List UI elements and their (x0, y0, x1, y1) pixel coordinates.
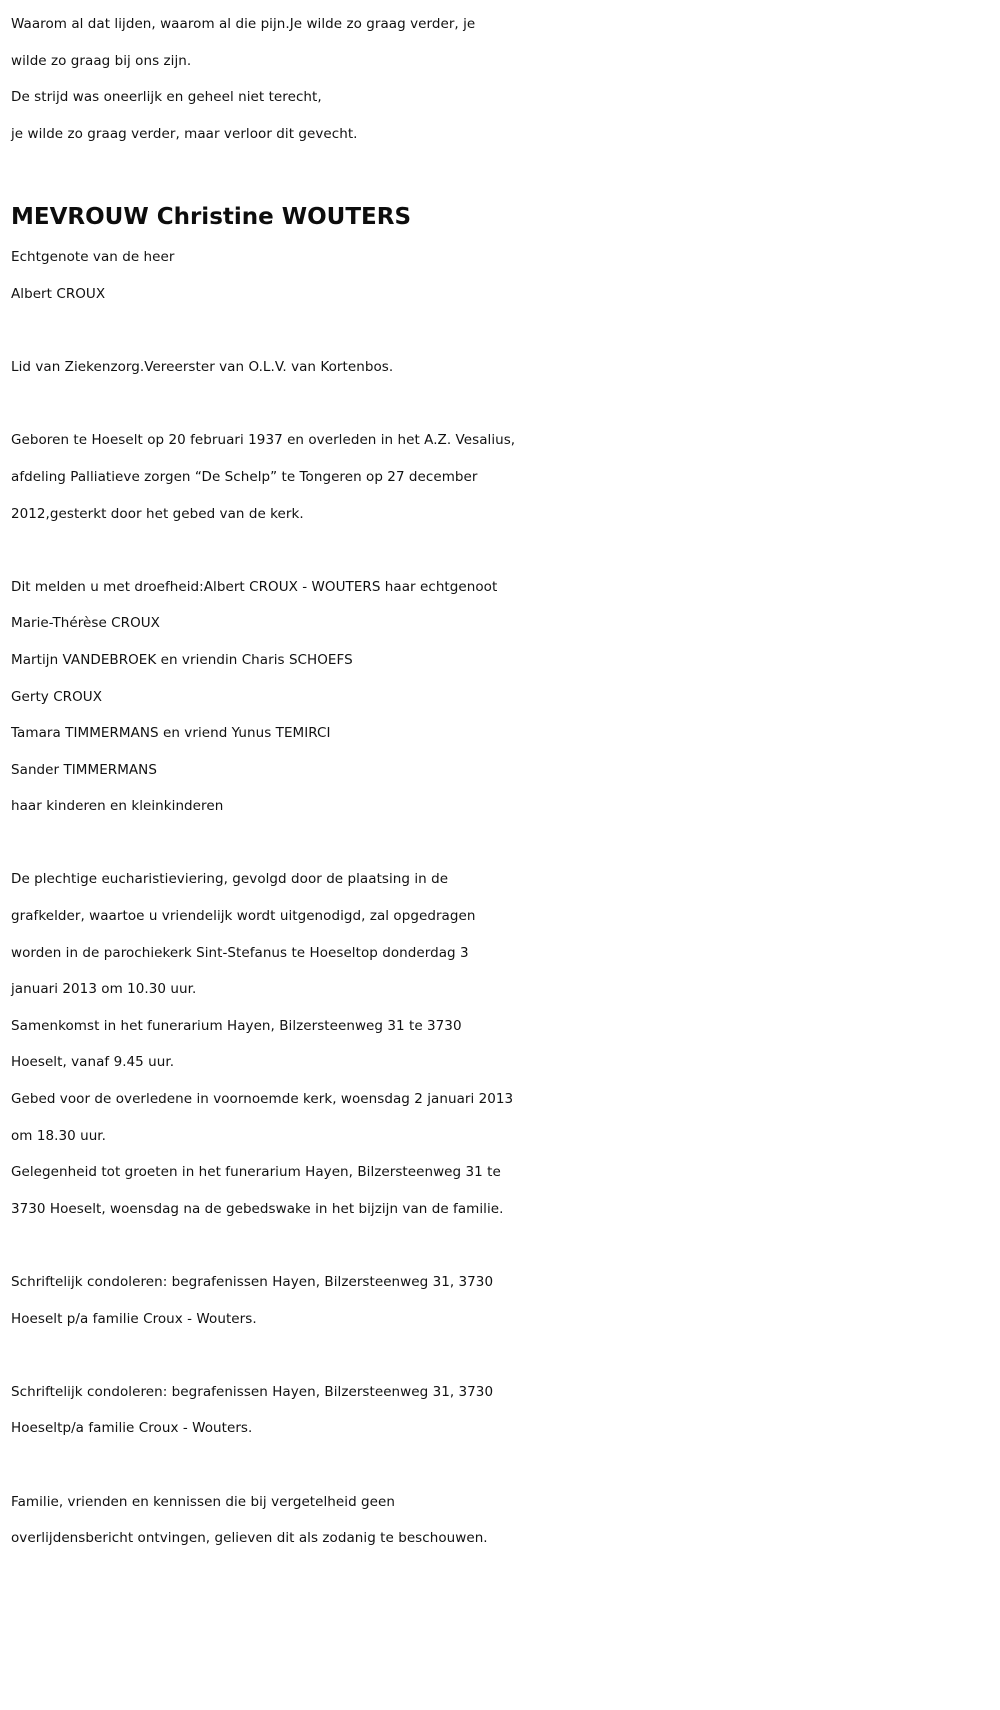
poem-line: wilde zo graag bij ons zijn. (11, 52, 192, 69)
family-line: Sander TIMMERMANS (11, 761, 157, 778)
birth-death-line: Geboren te Hoeselt op 20 februari 1937 en overleden in het A.Z. Vesalius, (11, 432, 516, 449)
membership-line: Lid van Ziekenzorg.Vereerster van O.L.V. van Kortenbos. (11, 359, 394, 376)
family-line: Martijn VANDEBROEK en vriendin Charis SCHOEFS (11, 651, 353, 668)
spacer (11, 313, 991, 350)
closing-line: overlijdensbericht ontvingen, gelieven dit als zodanig te beschouwen. (11, 1530, 488, 1547)
poem-line: De strijd was oneerlijk en geheel niet terecht, (11, 89, 322, 106)
birth-death-line: afdeling Palliatieve zorgen “De Schelp” te Tongeren op 27 december (11, 468, 478, 485)
condolences-line: Schriftelijk condoleren: begrafenissen Hayen, Bilzersteenweg 31, 3730 (11, 1383, 494, 1400)
ceremony-line: om 18.30 uur. (11, 1127, 107, 1144)
condolences-line: Schriftelijk condoleren: begrafenissen Hayen, Bilzersteenweg 31, 3730 (11, 1274, 494, 1290)
obituary-page (11, 6, 991, 1557)
ceremony-line: Hoeselt, vanaf 9.45 uur. (11, 1054, 175, 1071)
membership-info (11, 349, 991, 386)
family-line: Tamara TIMMERMANS en vriend Yunus TEMIRCI (11, 725, 331, 742)
ceremony-line: De plechtige eucharistieviering, gevolgd door de plaatsing in de (11, 871, 449, 888)
poem-line: Waarom al dat lijden, waarom al die pijn.Je wilde zo graag verder, je (11, 16, 476, 32)
spacer (11, 1337, 991, 1374)
deceased-name: MEVROUW Christine WOUTERS (11, 204, 412, 231)
family-line: haar kinderen en kleinkinderen (11, 798, 224, 815)
spacer (11, 532, 991, 569)
ceremony-info (11, 861, 991, 1227)
spacer (11, 825, 991, 862)
poem (11, 6, 991, 152)
family-line: Marie-Thérèse CROUX (11, 615, 160, 632)
family-line: Dit melden u met droefheid:Albert CROUX - WOUTERS haar echtgenoot (11, 578, 498, 595)
family-line: Gerty CROUX (11, 688, 103, 705)
closing-note (11, 1484, 991, 1557)
condolences-line: Hoeseltp/a familie Croux - Wouters. (11, 1420, 253, 1437)
ceremony-line: januari 2013 om 10.30 uur. (11, 981, 197, 998)
ceremony-line: worden in de parochiekerk Sint-Stefanus te Hoeseltop donderdag 3 (11, 944, 469, 961)
birth-death-info (11, 422, 991, 532)
closing-line: Familie, vrienden en kennissen die bij vergetelheid geen (11, 1493, 395, 1510)
ceremony-line: 3730 Hoeselt, woensdag na de gebedswake in het bijzijn van de familie. (11, 1200, 504, 1217)
family-list (11, 569, 991, 825)
spacer (11, 1447, 991, 1484)
ceremony-line: grafkelder, waartoe u vriendelijk wordt uitgenodigd, zal opgedragen (11, 908, 476, 925)
condolences-info-2 (11, 1374, 991, 1447)
ceremony-line: Samenkomst in het funerarium Hayen, Bilzersteenweg 31 te 3730 (11, 1017, 462, 1034)
condolences-line: Hoeselt p/a familie Croux - Wouters. (11, 1310, 257, 1327)
spouse-line: Echtgenote van de heer (11, 249, 175, 266)
ceremony-line: Gebed voor de overledene in voornoemde kerk, woensdag 2 januari 2013 (11, 1091, 514, 1108)
spouse-info (11, 239, 991, 312)
spacer (11, 386, 991, 423)
poem-line: je wilde zo graag verder, maar verloor dit gevecht. (11, 125, 358, 142)
spouse-line: Albert CROUX (11, 285, 106, 302)
ceremony-line: Gelegenheid tot groeten in het funerarium Hayen, Bilzersteenweg 31 te (11, 1164, 501, 1181)
spacer (11, 1227, 991, 1264)
condolences-info-1 (11, 1264, 991, 1337)
birth-death-line: 2012,gesterkt door het gebed van de kerk. (11, 505, 304, 522)
